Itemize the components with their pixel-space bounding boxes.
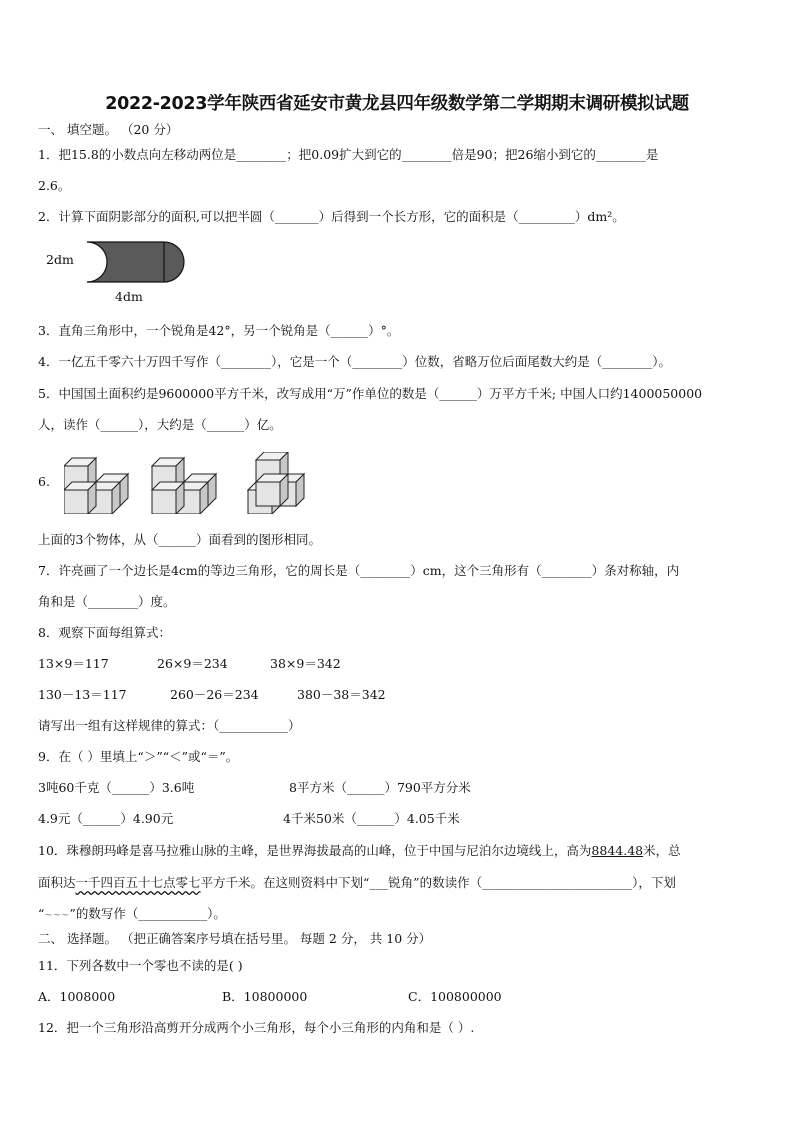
semicircle-rectangle-figure <box>86 241 188 283</box>
figure-left-label: 2dm <box>46 252 74 267</box>
section-1-header: 一、 填空题。 （20 分） <box>38 122 179 137</box>
q9-item-3: 4.9元（______）4.90元 <box>38 811 174 826</box>
q11-option-b: B．10800000 <box>222 989 308 1004</box>
question-9: 9．在（ ）里填上“＞”“＜”或“＝”。 <box>38 749 239 764</box>
q10-part-5: “ <box>38 906 45 921</box>
q11-option-c: C．100800000 <box>408 989 502 1004</box>
question-7-cont: 角和是（________）度。 <box>38 594 176 609</box>
equation-r1-c2: 26×9＝234 <box>157 656 228 671</box>
q10-part-3: 面积达 <box>38 875 76 890</box>
section-2-header: 二、 选择题。 （把正确答案序号填在括号里。 每题 2 分， 共 10 分） <box>38 931 432 946</box>
q10-wavy-mark: ~~~ <box>44 910 70 921</box>
q9-item-4: 4千米50米（______）4.05千米 <box>283 811 460 826</box>
q10-wavy-text: 一千四百五十七点零七 <box>75 875 201 890</box>
equation-r1-c3: 38×9＝342 <box>270 656 341 671</box>
cube-stacks-figure <box>64 452 314 514</box>
question-1: 1．把15.8的小数点向左移动两位是________；把0.09扩大到它的________倍是90；把26缩小到它的________是 <box>38 147 659 162</box>
question-8-ask: 请写出一组有这样规律的算式：（___________） <box>38 718 301 733</box>
question-10-line-3 <box>38 906 226 924</box>
question-8: 8．观察下面每组算式： <box>38 625 171 640</box>
q9-item-1: 3吨60千克（______）3.6吨 <box>38 780 195 795</box>
question-1-cont: 2.6。 <box>38 178 71 193</box>
question-10 <box>38 843 681 859</box>
figure-bottom-label: 4dm <box>115 289 143 304</box>
q9-item-2: 8平方米（______）790平方分米 <box>289 780 471 795</box>
question-12: 12．把一个三角形沿高剪开分成两个小三角形，每个小三角形的内角和是（ ）. <box>38 1020 475 1035</box>
page-title: 2022-2023学年陕西省延安市黄龙县四年级数学第二学期期末调研模拟试题 <box>105 94 689 114</box>
q10-part-1: 10．珠穆朗玛峰是喜马拉雅山脉的主峰，是世界海拔最高的山峰，位于中国与尼泊尔边境线上，高为 <box>38 843 592 858</box>
question-3: 3．直角三角形中，一个锐角是42°，另一个锐角是（______）°。 <box>38 323 400 338</box>
q10-underlined-number: 8844.48 <box>591 843 644 858</box>
question-6: 上面的3个物体，从（______）面看到的图形相同。 <box>38 532 321 547</box>
equation-r2-c3: 380－38＝342 <box>297 687 386 702</box>
question-7: 7．许亮画了一个边长是4cm的等边三角形，它的周长是（________）cm，这个三角形有（________）条对称轴，内 <box>38 563 680 578</box>
equation-r2-c1: 130－13＝117 <box>38 687 127 702</box>
question-4: 4．一亿五千零六十万四千写作（________），它是一个（________）位数，省略万位后面尾数大约是（________）。 <box>38 354 671 369</box>
q10-part-6: ”的数写作（___________）。 <box>69 906 226 921</box>
question-2: 2．计算下面阴影部分的面积,可以把半圆（_______）后得到一个长方形，它的面积是（_________）dm²。 <box>38 209 625 224</box>
q10-part-4: 平方千米。在这则资料中下划“___锐角”的数读作（________________________），下划 <box>200 875 676 890</box>
question-10-line-2 <box>38 875 676 891</box>
equation-r2-c2: 260－26＝234 <box>170 687 259 702</box>
question-5: 5．中国国土面积约是9600000平方千米，改写成用“万”作单位的数是（______）万平方千米; 中国人口约1400050000 <box>38 386 703 401</box>
question-5-cont: 人，读作（______），大约是（______）亿。 <box>38 417 282 432</box>
question-11: 11．下列各数中一个零也不读的是( ) <box>38 958 243 973</box>
q10-part-2: 米，总 <box>643 843 681 858</box>
q11-option-a: A．1008000 <box>38 989 116 1004</box>
equation-r1-c1: 13×9＝117 <box>38 656 109 671</box>
question-6-number: 6. <box>38 474 50 489</box>
